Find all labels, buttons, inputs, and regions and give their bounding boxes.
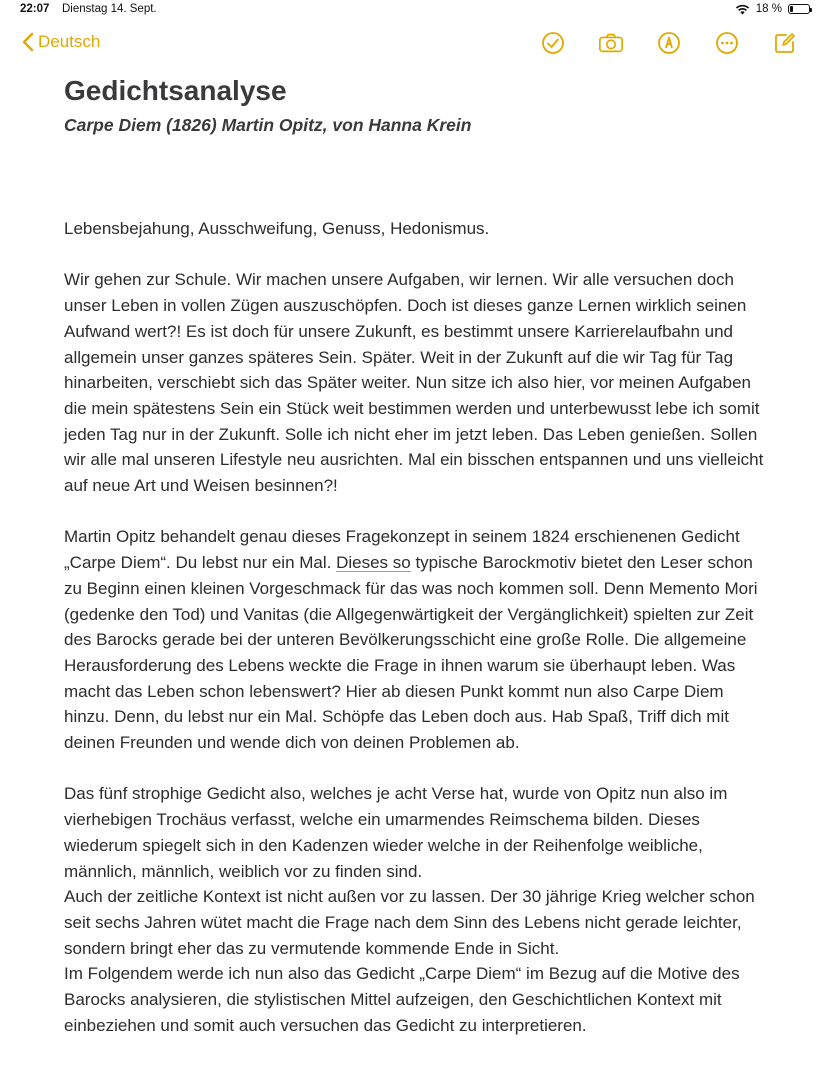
status-bar: [0, 0, 828, 20]
battery-fill: [790, 6, 793, 12]
status-time: 22:07: [20, 3, 50, 15]
note-subtitle: Carpe Diem (1826) Martin Opitz, von Hanna Krein: [64, 115, 472, 135]
paragraph-outlook: Im Folgendem werde ich nun also das Gedicht „Carpe Diem“ im Bezug auf die Motive des Barocks analysieren, die stylistischen Mittel aufzeigen, den Geschichtlichen Kontext mit einbeziehen und somit auch versuchen das Gedicht zu interpretieren.: [64, 964, 740, 1035]
chevron-left-icon: [22, 32, 34, 52]
markup-pen-icon[interactable]: [656, 30, 682, 56]
paragraph-context: [64, 524, 764, 755]
note-content[interactable]: [64, 72, 764, 1038]
battery-icon: [788, 4, 810, 14]
underlined-text: Dieses so: [336, 553, 411, 573]
paragraph-context-part1: Martin Opitz behandelt genau dieses Fragekonzept in seinem 1824 erschienenen Gedicht „Carpe Diem“. Du lebst nur ein Mal.: [64, 527, 740, 573]
toolbar: [0, 28, 828, 62]
status-indicators: [735, 3, 810, 15]
status-date: Dienstag 14. Sept.: [62, 3, 157, 15]
wifi-icon: [735, 4, 750, 15]
paragraph-keywords: Lebensbejahung, Ausschweifung, Genuss, Hedonismus.: [64, 219, 490, 238]
back-button[interactable]: [22, 32, 100, 52]
camera-icon[interactable]: [598, 30, 624, 56]
paragraph-intro: Wir gehen zur Schule. Wir machen unsere Aufgaben, wir lernen. Wir alle versuchen doch unser Leben in vollen Zügen auszuschöpfen. Doch ist dieses ganze Lernen wirklich seinen Aufwand wert?! Es ist doch für unsere Zukunft, es bestimmt unsere Karrierelaufbahn und allgemein unser ganzes späteres Sein. Später. Weit in der Zukunft auf die wir Tag für Tag hinarbeiten, verschiebt sich das Später weiter. Nun sitze ich also hier, vor meinen Aufgaben die mein spätestens Sein ein Stück weit bestimmen werden und unterbewusst lebe ich somit jeden Tag nur in der Zukunft. Solle ich nicht eher im jetzt leben. Das Leben genießen. Sollen wir alle mal unseren Lifestyle neu ausrichten. Mal ein bisschen entspannen und uns vielleicht auf neue Art und Weisen besinnen?!: [64, 270, 764, 496]
compose-icon[interactable]: [772, 30, 798, 56]
paragraph-history: Auch der zeitliche Kontext ist nicht außen vor zu lassen. Der 30 jährige Krieg welcher schon seit sechs Jahren wütet macht die Frage nach dem Sinn des Lebens nicht gerade leichter, sondern bringt eher das zu vermutende kommende Ende in Sicht.: [64, 887, 755, 958]
paragraph-form: Das fünf strophige Gedicht also, welches je acht Verse hat, wurde von Opitz nun also im vierhebigen Trochäus verfasst, welche ein umarmendes Reimschema bilden. Dieses wiederum spiegelt sich in den Kadenzen wieder welche in der Reihenfolge weibliche, männlich, männlich, weiblich vor zu finden sind.: [64, 784, 728, 881]
tool-icons: [540, 30, 798, 56]
checkmark-circle-icon[interactable]: [540, 30, 566, 56]
note-body: [64, 216, 764, 1038]
back-button-label: Deutsch: [38, 32, 101, 51]
note-title: Gedichtsanalyse: [64, 75, 287, 106]
more-icon[interactable]: [714, 30, 740, 56]
battery-percent: 18 %: [755, 3, 782, 15]
paragraph-context-part2: typische Barockmotiv bietet den Leser schon zu Beginn einen kleinen Vorgeschmack für das was noch kommen soll. Denn Memento Mori (gedenke den Tod) und Vanitas (die Allgegenwärtigkeit der Vergänglichkeit) spielten zur Zeit des Barocks gerade bei der unteren Bevölkerungsschicht eine große Rolle. Die allgemeine Herausforderung des Lebens weckte die Frage in ihnen warum sie überhaupt leben. Was macht das Leben schon lebenswert? Hier ab diesen Punkt kommt nun also Carpe Diem hinzu. Denn, du lebst nur ein Mal. Schöpfe das Leben doch aus. Hab Spaß, Triff dich mit deinen Freunden und wende dich von deinen Problemen ab.: [64, 553, 758, 753]
battery-tip: [810, 8, 812, 12]
